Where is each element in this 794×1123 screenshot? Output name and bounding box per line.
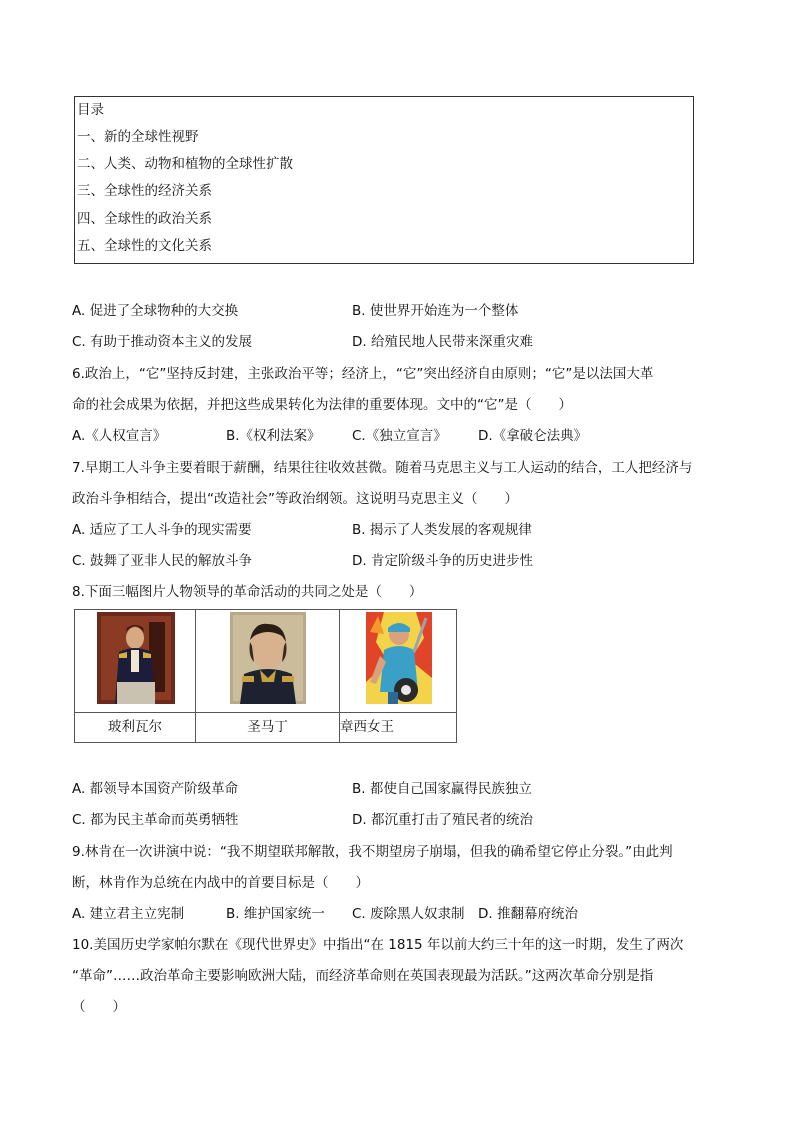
q5-option-c: C. 有助于推动资本主义的发展: [72, 334, 253, 350]
q9-option-b: B. 维护国家统一: [226, 906, 325, 922]
q7-option-b: B. 揭示了人类发展的客观规律: [352, 522, 532, 538]
q7-option-a: A. 适应了工人斗争的现实需要: [72, 522, 252, 538]
pic-bolivar: [75, 610, 195, 712]
image-cell-rani: [340, 610, 457, 713]
image-cell-san-martin: [196, 610, 340, 713]
q6-option-a: A.《人权宣言》: [72, 428, 167, 444]
toc-item-3: 三、全球性的经济关系: [77, 183, 212, 199]
caption-rani: 章西女王: [340, 713, 457, 743]
q9-option-c: C. 废除黑人奴隶制: [352, 906, 465, 922]
bolivar-portrait-image: [97, 612, 175, 704]
q6-stem-line2: 命的社会成果为依据，并把这些成果转化为法律的重要体现。文中的“它”是（ ）: [72, 397, 572, 413]
q8-stem: 8.下面三幅图片人物领导的革命活动的共同之处是（ ）: [72, 584, 423, 600]
toc-item-5: 五、全球性的文化关系: [77, 238, 212, 254]
q9-stem-line2: 断，林肯作为总统在内战中的首要目标是（ ）: [72, 875, 369, 891]
toc-box: [74, 96, 694, 264]
toc-title: 目录: [77, 102, 104, 118]
q6-option-b: B.《权利法案》: [226, 428, 321, 444]
q9-option-d: D. 推翻幕府统治: [478, 906, 578, 922]
toc-item-2: 二、人类、动物和植物的全球性扩散: [77, 156, 293, 172]
q5-option-a: A. 促进了全球物种的大交换: [72, 303, 239, 319]
q8-option-c: C. 都为民主革命而英勇牺牲: [72, 812, 239, 828]
q7-stem-line1: 7.早期工人斗争主要着眼于薪酬，结果往往收效甚微。随着马克思主义与工人运动的结合，工人把经济与: [72, 460, 693, 476]
q5-option-b: B. 使世界开始连为一个整体: [352, 303, 519, 319]
q6-stem-line1: 6.政治上，“它”坚持反封建，主张政治平等；经济上，“它”突出经济自由原则；“它”是以法国大革: [72, 366, 654, 382]
q6-option-d: D.《拿破仑法典》: [478, 428, 588, 444]
q8-image-table: [74, 609, 457, 743]
q10-stem-line1: 10.美国历史学家帕尔默在《现代世界史》中指出“在 1815 年以前大约三十年的这一时期，发生了两次: [72, 937, 684, 953]
caption-san-martin: 圣马丁: [196, 713, 340, 743]
q9-option-a: A. 建立君主立宪制: [72, 906, 185, 922]
q8-option-d: D. 都沉重打击了殖民者的统治: [352, 812, 533, 828]
q9-stem-line1: 9.林肯在一次讲演中说：“我不期望联邦解散，我不期望房子崩塌，但我的确希望它停止分裂。”由此判: [72, 844, 673, 860]
q10-stem-line2: “革命”……政治革命主要影响欧洲大陆，而经济革命则在英国表现最为活跃。”这两次革命分别是指: [72, 968, 654, 984]
pic-san-martin: [196, 610, 339, 712]
san-martin-portrait-image: [230, 612, 306, 704]
rani-of-jhansi-image: [366, 612, 432, 704]
image-cell-bolivar: [75, 610, 196, 713]
q5-option-d: D. 给殖民地人民带来深重灾难: [352, 334, 533, 350]
caption-bolivar: 玻利瓦尔: [75, 713, 196, 743]
q8-option-b: B. 都使自己国家赢得民族独立: [352, 781, 532, 797]
pic-rani: [340, 610, 456, 712]
q10-stem-line3: （ ）: [72, 999, 126, 1015]
q6-option-c: C.《独立宣言》: [352, 428, 447, 444]
q7-option-d: D. 肯定阶级斗争的历史进步性: [352, 553, 533, 569]
q7-stem-line2: 政治斗争相结合，提出“改造社会”等政治纲领。这说明马克思主义（ ）: [72, 491, 518, 507]
q8-option-a: A. 都领导本国资产阶级革命: [72, 781, 239, 797]
toc-item-4: 四、全球性的政治关系: [77, 211, 212, 227]
q7-option-c: C. 鼓舞了亚非人民的解放斗争: [72, 553, 253, 569]
toc-item-1: 一、新的全球性视野: [77, 129, 199, 145]
